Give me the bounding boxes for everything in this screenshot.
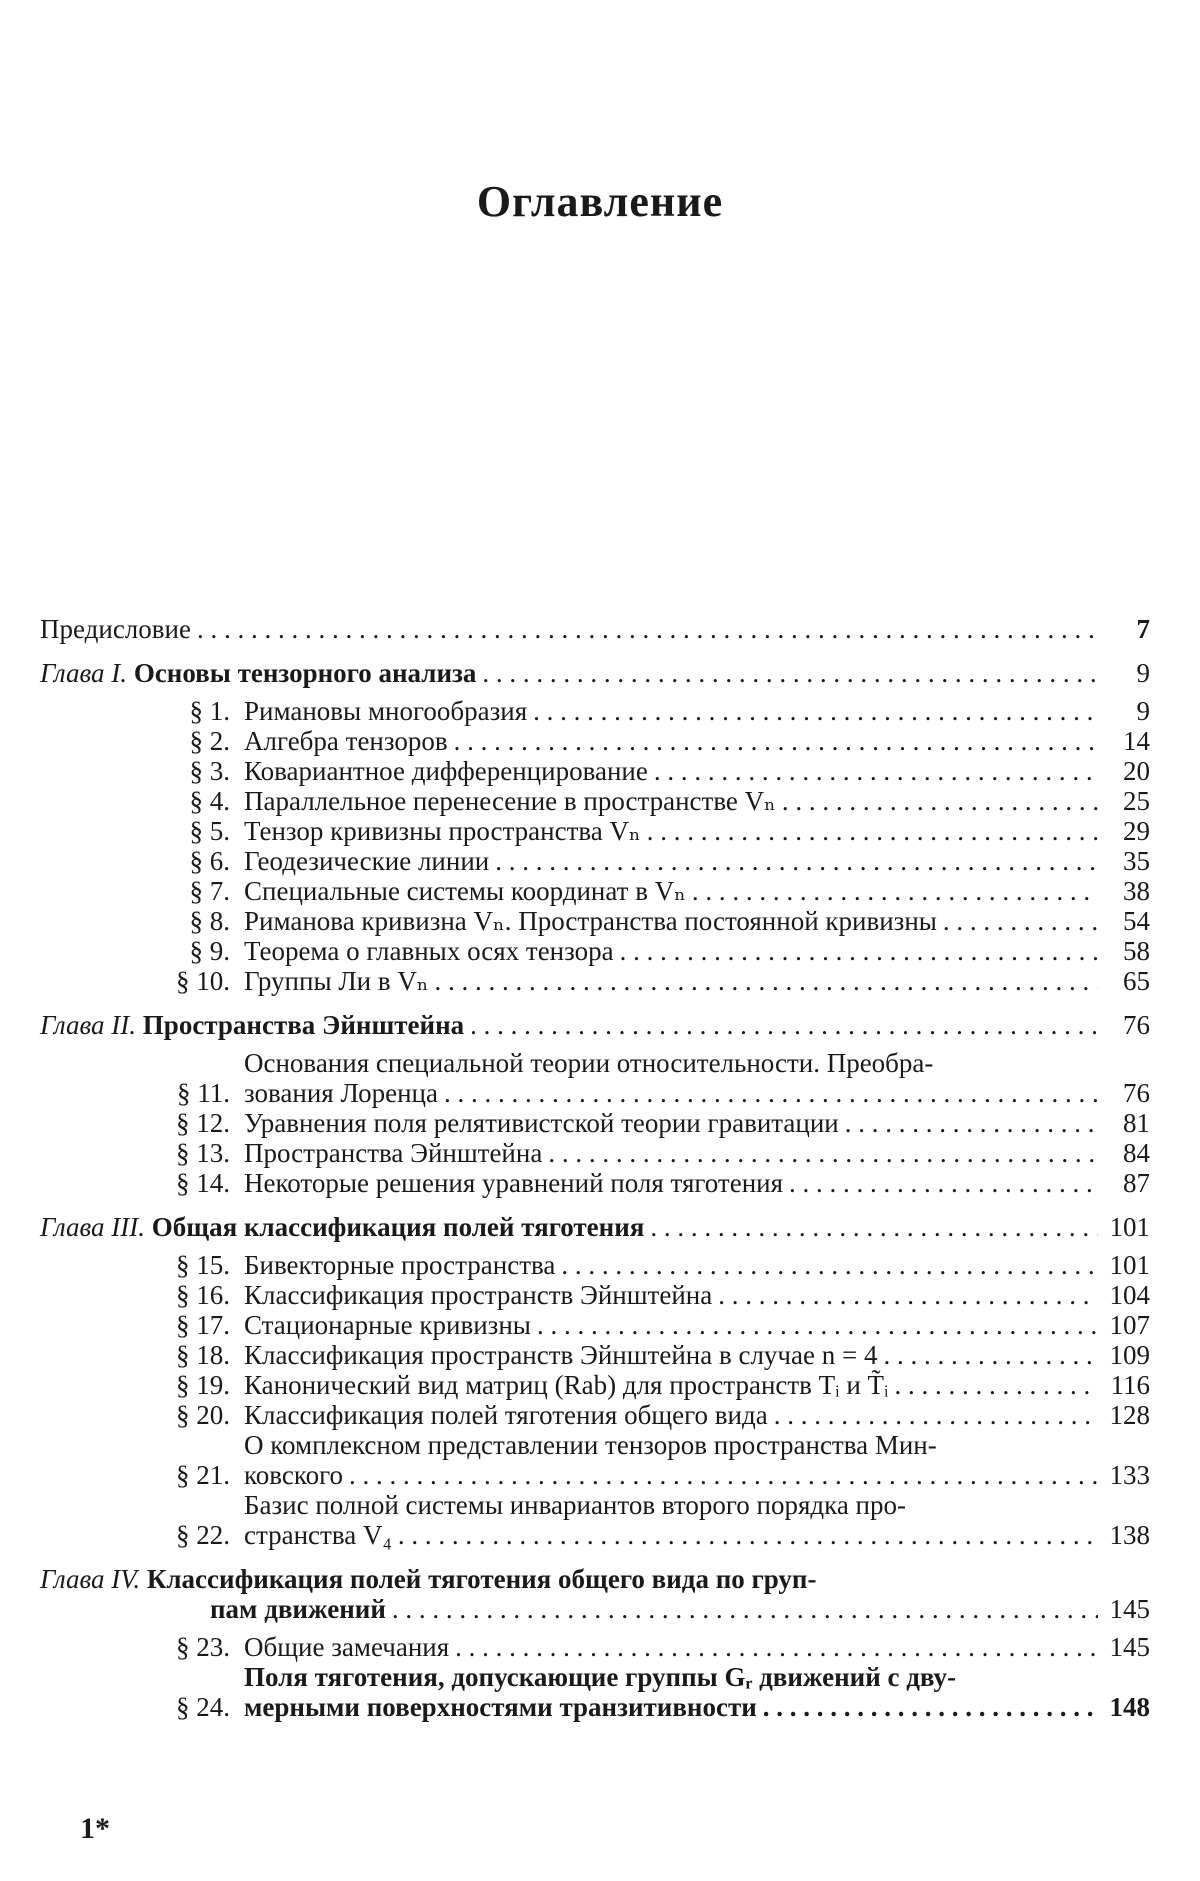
toc-section bbox=[40, 786, 1150, 816]
toc-section bbox=[40, 906, 1150, 936]
section-title: Классификация пространств Эйнштейна в случае n = 4 bbox=[244, 1340, 878, 1370]
section-title: Специальные системы координат в Vₙ bbox=[244, 876, 686, 906]
chapter-heading bbox=[40, 1564, 1150, 1624]
leader-dots bbox=[454, 726, 1098, 756]
section-page: 65 bbox=[1123, 966, 1150, 996]
chapter-label: Глава II. bbox=[40, 1010, 137, 1040]
toc-section bbox=[40, 756, 1150, 786]
section-title: Тензор кривизны пространства Vₙ bbox=[244, 816, 641, 846]
section-page: 128 bbox=[1109, 1400, 1150, 1430]
section-title-line1: О комплексном представлении тензоров пространства Мин- bbox=[244, 1430, 937, 1460]
leader-dots bbox=[533, 696, 1098, 726]
section-page: 138 bbox=[1109, 1520, 1150, 1550]
section-number: § 14. bbox=[176, 1168, 230, 1198]
leader-dots bbox=[392, 1594, 1098, 1624]
toc-section bbox=[40, 876, 1150, 906]
leader-dots bbox=[561, 1250, 1098, 1280]
section-title: Группы Ли в Vₙ bbox=[244, 966, 429, 996]
chapter-label: Глава I. bbox=[40, 658, 128, 688]
section-number: § 8. bbox=[189, 906, 230, 936]
toc-section bbox=[40, 1108, 1150, 1138]
section-page: 20 bbox=[1123, 756, 1150, 786]
leader-dots bbox=[789, 1168, 1098, 1198]
leader-dots bbox=[435, 966, 1098, 996]
leader-dots bbox=[883, 1340, 1098, 1370]
toc-section bbox=[40, 936, 1150, 966]
section-page: 101 bbox=[1109, 1250, 1150, 1280]
leader-dots bbox=[654, 756, 1098, 786]
section-page: 81 bbox=[1123, 1108, 1150, 1138]
preface-page: 7 bbox=[1136, 614, 1150, 644]
toc-section bbox=[40, 1490, 1150, 1550]
toc-section bbox=[40, 1662, 1150, 1722]
chapter-label: Глава III. bbox=[40, 1212, 146, 1242]
section-number: § 4. bbox=[189, 786, 230, 816]
toc-section bbox=[40, 1250, 1150, 1280]
section-title: ковского bbox=[244, 1460, 343, 1490]
section-page: 104 bbox=[1109, 1280, 1150, 1310]
section-title: Классификация полей тяготения общего вида bbox=[244, 1400, 768, 1430]
toc-section bbox=[40, 726, 1150, 756]
signature-mark: 1* bbox=[80, 1812, 110, 1845]
section-title: Некоторые решения уравнений поля тяготения bbox=[244, 1168, 784, 1198]
section-page: 133 bbox=[1109, 1460, 1150, 1490]
section-number: § 21. bbox=[176, 1460, 230, 1490]
section-page: 29 bbox=[1123, 816, 1150, 846]
toc-section bbox=[40, 1310, 1150, 1340]
section-page: 54 bbox=[1123, 906, 1150, 936]
section-title: Алгебра тензоров bbox=[244, 726, 448, 756]
leader-dots bbox=[647, 816, 1098, 846]
section-number: § 20. bbox=[176, 1400, 230, 1430]
section-number: § 6. bbox=[189, 846, 230, 876]
page-title: Оглавление bbox=[476, 177, 724, 226]
chapter-heading bbox=[40, 658, 1150, 688]
toc-section bbox=[40, 1400, 1150, 1430]
section-page: 38 bbox=[1123, 876, 1150, 906]
leader-dots bbox=[650, 1212, 1098, 1242]
toc-section bbox=[40, 1280, 1150, 1310]
section-number: § 10. bbox=[176, 966, 230, 996]
section-page: 116 bbox=[1110, 1370, 1150, 1400]
section-title-line1: Основания специальной теории относительности. Преобра- bbox=[244, 1048, 934, 1078]
leader-dots bbox=[398, 1520, 1098, 1550]
toc-section bbox=[40, 846, 1150, 876]
section-number: § 15. bbox=[176, 1250, 230, 1280]
section-number: § 11. bbox=[177, 1078, 230, 1108]
leader-dots bbox=[774, 1400, 1098, 1430]
leader-dots bbox=[692, 876, 1098, 906]
section-page: 9 bbox=[1136, 696, 1150, 726]
section-title-line1: Базис полной системы инвариантов второго порядка про- bbox=[244, 1490, 906, 1520]
section-number: § 9. bbox=[189, 936, 230, 966]
leader-dots bbox=[349, 1460, 1098, 1490]
section-title: Параллельное перенесение в пространстве Vₙ bbox=[244, 786, 776, 816]
section-title: Ковариантное дифференцирование bbox=[244, 756, 648, 786]
section-page: 58 bbox=[1123, 936, 1150, 966]
section-number: § 1. bbox=[189, 696, 230, 726]
chapter-heading bbox=[40, 1010, 1150, 1040]
section-title: мерными поверхностями транзитивности bbox=[244, 1692, 757, 1722]
chapter-label: Глава IV. bbox=[40, 1564, 141, 1594]
section-number: § 17. bbox=[176, 1310, 230, 1340]
leader-dots bbox=[537, 1310, 1098, 1340]
leader-dots bbox=[894, 1370, 1098, 1400]
section-title: Геодезические линии bbox=[244, 846, 490, 876]
leader-dots bbox=[455, 1632, 1098, 1662]
table-of-contents bbox=[40, 614, 1150, 1722]
toc-section bbox=[40, 816, 1150, 846]
leader-dots bbox=[718, 1280, 1098, 1310]
leader-dots bbox=[470, 1010, 1098, 1040]
section-page: 145 bbox=[1109, 1632, 1150, 1662]
section-page: 76 bbox=[1123, 1078, 1150, 1108]
toc-section bbox=[40, 966, 1150, 996]
section-title: Канонический вид матриц (Rab) для пространств Tᵢ и T̃ᵢ bbox=[244, 1370, 889, 1400]
leader-dots bbox=[845, 1108, 1098, 1138]
chapter-name: Общая классификация полей тяготения bbox=[151, 1212, 645, 1242]
section-title: Стационарные кривизны bbox=[244, 1310, 531, 1340]
section-page: 107 bbox=[1109, 1310, 1150, 1340]
section-number: § 2. bbox=[189, 726, 230, 756]
leader-dots bbox=[943, 906, 1098, 936]
section-title: Классификация пространств Эйнштейна bbox=[244, 1280, 713, 1310]
section-number: § 22. bbox=[176, 1520, 230, 1550]
section-title: Теорема о главных осях тензора bbox=[244, 936, 614, 966]
chapter-name: Пространства Эйнштейна bbox=[142, 1010, 465, 1040]
section-number: § 24. bbox=[176, 1692, 230, 1722]
section-number: § 13. bbox=[176, 1138, 230, 1168]
leader-dots bbox=[495, 846, 1098, 876]
leader-dots bbox=[782, 786, 1098, 816]
chapter-heading bbox=[40, 1212, 1150, 1242]
toc-section bbox=[40, 1340, 1150, 1370]
leader-dots bbox=[444, 1078, 1098, 1108]
section-title: Уравнения поля релятивистской теории гравитации bbox=[244, 1108, 839, 1138]
chapter-name: Основы тензорного анализа bbox=[133, 658, 477, 688]
section-title: Пространства Эйнштейна bbox=[244, 1138, 543, 1168]
section-title: Риманова кривизна Vₙ. Пространства постоянной кривизны bbox=[244, 906, 937, 936]
section-title: Общие замечания bbox=[244, 1632, 450, 1662]
section-title: странства V₄ bbox=[244, 1520, 392, 1550]
toc-section bbox=[40, 1138, 1150, 1168]
section-title: Римановы многообразия bbox=[244, 696, 528, 726]
leader-dots bbox=[620, 936, 1098, 966]
section-number: § 3. bbox=[189, 756, 230, 786]
section-page: 109 bbox=[1109, 1340, 1150, 1370]
section-number: § 16. bbox=[176, 1280, 230, 1310]
toc-section bbox=[40, 1430, 1150, 1490]
section-number: § 12. bbox=[176, 1108, 230, 1138]
toc-section bbox=[40, 1048, 1150, 1108]
chapter-page: 145 bbox=[1109, 1594, 1150, 1624]
section-title-line1: Поля тяготения, допускающие группы Gᵣ движений с дву- bbox=[244, 1662, 957, 1692]
toc-section bbox=[40, 1370, 1150, 1400]
section-title: Бивекторные пространства bbox=[244, 1250, 556, 1280]
leader-dots bbox=[548, 1138, 1098, 1168]
section-number: § 5. bbox=[189, 816, 230, 846]
section-number: § 7. bbox=[189, 876, 230, 906]
toc-section bbox=[40, 696, 1150, 726]
preface-title: Предисловие bbox=[40, 614, 191, 644]
chapter-name: пам движений bbox=[210, 1594, 386, 1624]
chapter-page: 76 bbox=[1123, 1010, 1150, 1040]
chapter-name-line1: Классификация полей тяготения общего вида по груп- bbox=[146, 1564, 817, 1594]
toc-section bbox=[40, 1632, 1150, 1662]
section-number: § 19. bbox=[176, 1370, 230, 1400]
chapter-page: 9 bbox=[1136, 658, 1150, 688]
section-page: 84 bbox=[1123, 1138, 1150, 1168]
chapter-page: 101 bbox=[1109, 1212, 1150, 1242]
section-title: зования Лоренца bbox=[244, 1078, 438, 1108]
section-page: 35 bbox=[1123, 846, 1150, 876]
section-page: 87 bbox=[1123, 1168, 1150, 1198]
section-page: 148 bbox=[1109, 1692, 1150, 1722]
section-page: 14 bbox=[1123, 726, 1150, 756]
section-page: 25 bbox=[1123, 786, 1150, 816]
leader-dots bbox=[482, 658, 1098, 688]
section-number: § 18. bbox=[176, 1340, 230, 1370]
leader-dots bbox=[197, 614, 1098, 644]
leader-dots bbox=[763, 1692, 1098, 1722]
toc-entry-preface bbox=[40, 614, 1150, 644]
toc-section bbox=[40, 1168, 1150, 1198]
section-number: § 23. bbox=[176, 1632, 230, 1662]
